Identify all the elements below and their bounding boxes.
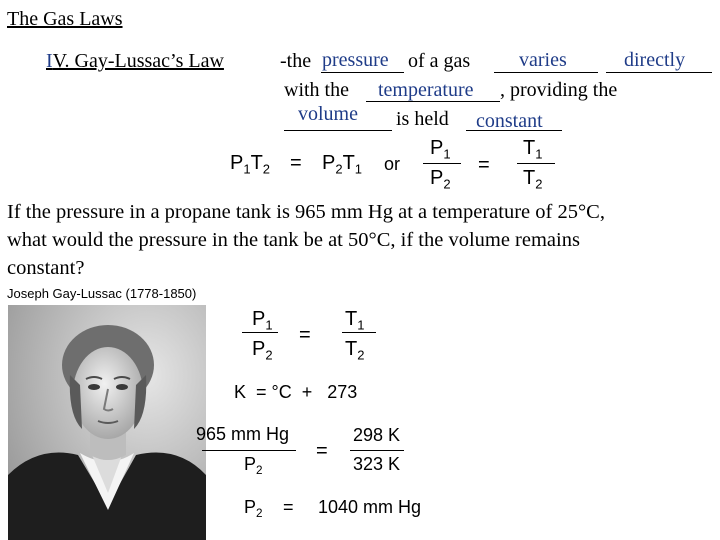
answer-volume: volume xyxy=(298,103,358,125)
solution-equals-1: = xyxy=(299,324,311,346)
solution-t2: $T_2$ xyxy=(345,338,365,363)
fraction-bar-pressure xyxy=(423,163,461,164)
law-line2-pre: with the xyxy=(284,79,349,101)
solution-equals-2: = xyxy=(316,440,328,462)
gay-lussac-portrait xyxy=(8,305,206,540)
answer-constant: constant xyxy=(476,110,543,132)
fraction-p2: $P_2$ xyxy=(430,167,451,192)
blank-volume xyxy=(284,130,392,131)
blank-directly xyxy=(606,72,712,73)
law-line1-mid: of a gas xyxy=(408,50,471,72)
blank-pressure xyxy=(321,72,404,73)
result-equals: = xyxy=(283,497,294,517)
kelvin-conversion: K = °C + 273 xyxy=(234,382,358,402)
solution-den-pressure: $P_2$ xyxy=(244,454,263,478)
formula-product-lhs: $P_1T_2$ xyxy=(230,152,271,177)
solution-t1: $T_1$ xyxy=(345,308,365,333)
problem-line-2: what would the pressure in the tank be at 50°C, if the volume remains xyxy=(7,229,580,251)
law-numeral: I xyxy=(46,50,53,72)
law-line2-post: , providing the xyxy=(500,79,618,101)
fraction-t1: $T_1$ xyxy=(523,137,543,162)
law-line1-pre: -the xyxy=(280,50,312,72)
fraction-p1: $P_1$ xyxy=(430,137,451,162)
solution-num-temperature: 298 K xyxy=(353,425,401,445)
law-heading-text: V. Gay-Lussac’s Law xyxy=(52,50,224,72)
problem-line-1: If the pressure in a propane tank is 965 mm Hg at a temperature of 25°C, xyxy=(7,201,605,223)
solution-den-temperature: 323 K xyxy=(353,454,401,474)
result-p2: $P_2$ xyxy=(244,497,263,521)
problem-line-3: constant? xyxy=(7,257,85,279)
solution-p2: $P_2$ xyxy=(252,338,273,363)
answer-pressure: pressure xyxy=(322,49,389,71)
solution-num-pressure: 965 mm Hg xyxy=(196,424,290,444)
blank-varies xyxy=(494,72,598,73)
formula-or: or xyxy=(384,154,401,174)
fraction-bar-temperature xyxy=(517,163,555,164)
result-value: 1040 mm Hg xyxy=(318,497,422,517)
answer-temperature: temperature xyxy=(378,79,474,101)
formula-product-rhs: $P_2T_1$ xyxy=(322,152,363,177)
solution-bar-pressure-value xyxy=(202,450,296,451)
solution-bar-p xyxy=(242,332,278,333)
law-line3-mid: is held xyxy=(396,108,449,130)
fraction-t2: $T_2$ xyxy=(523,167,543,192)
portrait-illustration xyxy=(8,305,206,540)
solution-p1: $P_1$ xyxy=(252,308,273,333)
page-title: The Gas Laws xyxy=(7,8,123,30)
portrait-caption: Joseph Gay-Lussac (1778-1850) xyxy=(7,286,197,301)
formula-equals: = xyxy=(290,152,302,174)
solution-bar-temperature-value xyxy=(350,450,404,451)
solution-bar-t xyxy=(342,332,376,333)
answer-varies: varies xyxy=(519,49,567,71)
law-heading xyxy=(46,50,224,73)
fraction-equals: = xyxy=(478,154,490,176)
answer-directly: directly xyxy=(624,49,686,71)
